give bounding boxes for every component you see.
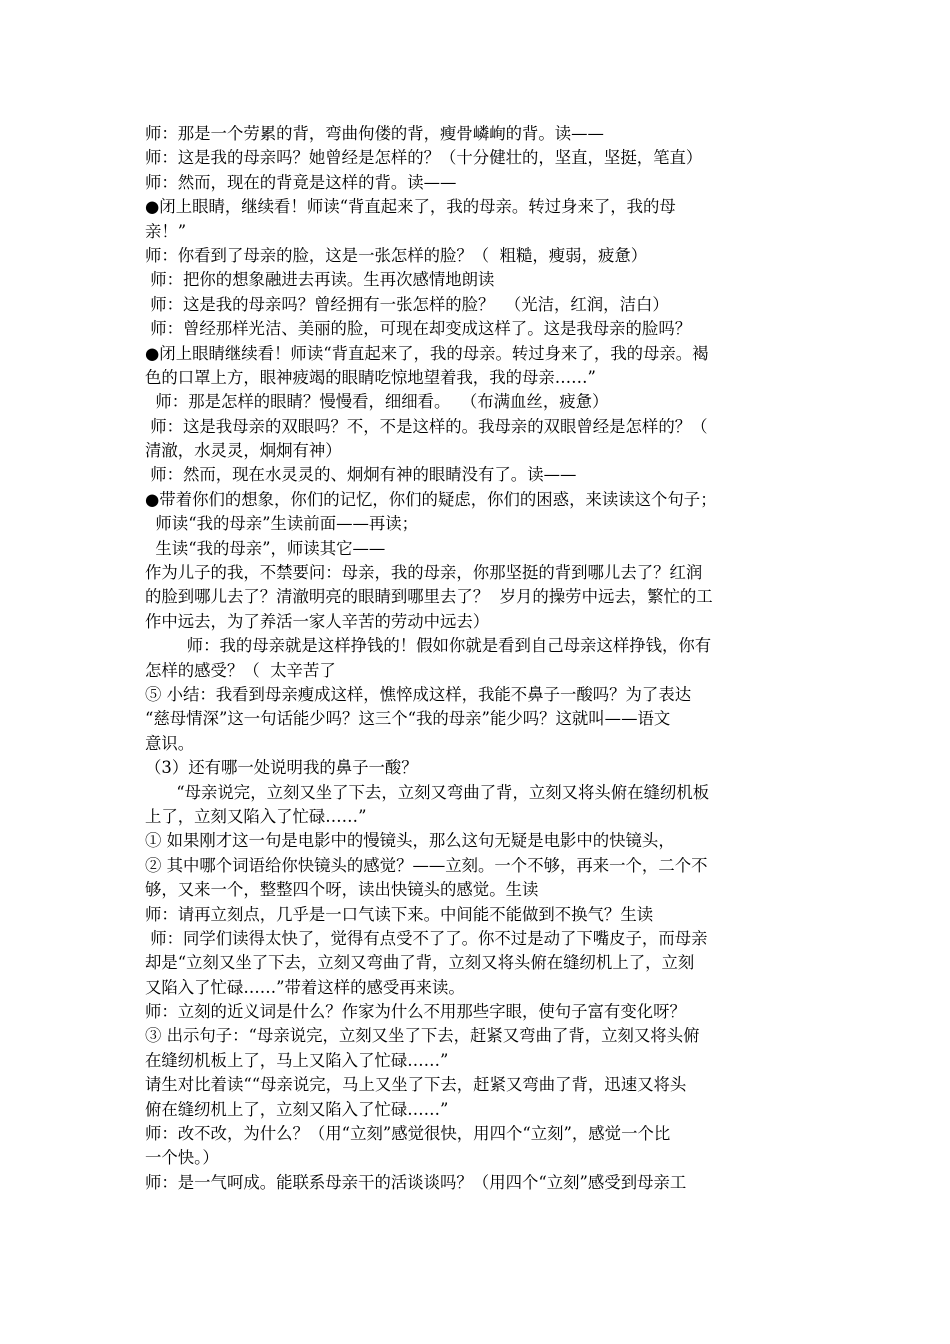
text-line: “母亲说完，立刻又坐了下去，立刻又弯曲了背，立刻又将头俯在缝纫机板	[145, 782, 710, 802]
text-line: 师：同学们读得太快了，觉得有点受不了了。你不过是动了下嘴皮子，而母亲	[145, 928, 708, 948]
text-line: ① 如果刚才这一句是电影中的慢镜头，那么这句无疑是电影中的快镜头，	[145, 831, 675, 851]
text-line: 师：改不改，为什么？（用“立刻”感觉很快，用四个“立刻”，感觉一个比	[145, 1124, 671, 1144]
text-line: 生读“我的母亲”，师读其它——	[145, 538, 386, 558]
document-body	[145, 122, 805, 1195]
text-line: 师：那是怎样的眼睛？慢慢看，细细看。 （布满血丝，疲惫）	[145, 392, 609, 412]
text-line: 意识。	[145, 733, 195, 753]
text-line: 在缝纫机板上了，马上又陷入了忙碌……”	[145, 1050, 449, 1070]
text-line: ●闭上眼睛继续看！师读“背直起来了，我的母亲。转过身来了，我的母亲。褐	[145, 343, 709, 363]
text-line: 作为儿子的我，不禁要问：母亲，我的母亲，你那坚挺的背到哪儿去了？红润	[145, 563, 703, 583]
text-line: 亲！”	[145, 221, 187, 241]
text-line: 俯在缝纫机上了，立刻又陷入了忙碌……”	[145, 1099, 449, 1119]
text-line: ③ 出示句子：“母亲说完，立刻又坐了下去，赶紧又弯曲了背，立刻又将头俯	[145, 1026, 700, 1046]
text-line: 师：那是一个劳累的背，弯曲佝偻的背，瘦骨嶙峋的背。读——	[145, 124, 604, 143]
text-line: 作中远去，为了养活一家人辛苦的劳动中远去）	[145, 611, 490, 631]
text-line: “慈母情深”这一句话能少吗？这三个“我的母亲”能少吗？这就叫——语文	[145, 709, 671, 729]
text-line: 色的口罩上方，眼神疲竭的眼睛吃惊地望着我，我的母亲……”	[145, 367, 596, 387]
text-line: 师：这是我母亲的双眼吗？不，不是这样的。我母亲的双眼曾经是怎样的？（	[145, 416, 708, 436]
text-line: ●闭上眼睛，继续看！师读“背直起来了，我的母亲。转过身来了，我的母	[145, 197, 676, 217]
text-line: 却是“立刻又坐了下去，立刻又弯曲了背，立刻又将头俯在缝纫机上了，立刻	[145, 953, 695, 973]
text-line: 师：请再立刻点，几乎是一口气读下来。中间能不能做到不换气？生读	[145, 904, 654, 924]
text-line: 师：这是我的母亲吗？她曾经是怎样的？（十分健壮的，坚直，坚挺，笔直）	[145, 148, 703, 168]
text-line: 师：把你的想象融进去再读。生再次感情地朗读	[145, 270, 495, 290]
text-line: 清澈，水灵灵，炯炯有神）	[145, 441, 342, 461]
text-line: 师：我的母亲就是这样挣钱的！假如你就是看到自己母亲这样挣钱，你有	[145, 636, 712, 656]
text-line: 师：曾经那样光洁、美丽的脸，可现在却变成这样了。这是我母亲的脸吗？	[145, 319, 692, 339]
text-line: 够，又来一个，整整四个呀，读出快镜头的感觉。生读	[145, 880, 539, 900]
text-line: 师：立刻的近义词是什么？作家为什么不用那些字眼，使句子富有变化呀？	[145, 1002, 686, 1022]
text-line: 怎样的感受？（ 太辛苦了	[145, 660, 336, 680]
text-line: 师：是一气呵成。能联系母亲干的活谈谈吗？（用四个“立刻”感受到母亲工	[145, 1172, 687, 1192]
text-line: 又陷入了忙碌……”带着这样的感受再来读。	[145, 977, 465, 997]
text-line: 的脸到哪儿去了？清澈明亮的眼睛到哪里去了？ 岁月的操劳中远去，繁忙的工	[145, 587, 713, 607]
text-line: （3）还有哪一处说明我的鼻子一酸？	[145, 758, 418, 778]
text-line: 师读“我的母亲”生读前面——再读；	[145, 514, 419, 534]
text-line: 上了，立刻又陷入了忙碌……”	[145, 806, 367, 826]
text-line: 一个快。）	[145, 1148, 219, 1168]
text-line: 请生对比着读““母亲说完，马上又坐了下去，赶紧又弯曲了背，迅速又将头	[145, 1075, 687, 1095]
text-line: 师：然而，现在水灵灵的、炯炯有神的眼睛没有了。读——	[145, 465, 577, 485]
text-line: ●带着你们的想象，你们的记忆，你们的疑虑，你们的困惑，来读读这个句子；	[145, 489, 717, 509]
text-line: 师：你看到了母亲的脸，这是一张怎样的脸？（ 粗糙，瘦弱，疲惫）	[145, 245, 648, 265]
text-line: 师：然而，现在的背竟是这样的背。读——	[145, 172, 457, 192]
text-line: 师：这是我的母亲吗？曾经拥有一张怎样的脸？ （光洁，红润，洁白）	[145, 294, 669, 314]
text-line: ⑤ 小结：我看到母亲瘦成这样，憔悴成这样，我能不鼻子一酸吗？为了表达	[145, 684, 692, 704]
text-line: ② 其中哪个词语给你快镜头的感觉？——立刻。一个不够，再来一个，二个不	[145, 855, 708, 875]
